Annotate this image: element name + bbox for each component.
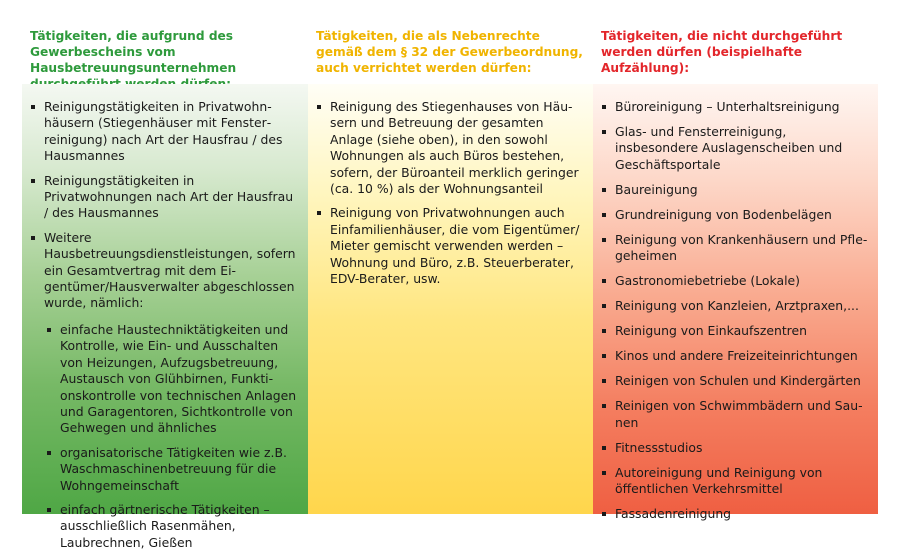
column-heading-ancillary: Tätigkeiten, die als Nebenrechte gemäß dem § 32 der Gewerbeordnung, auch verrichtet werden dürfen: — [308, 0, 593, 84]
ancillary-list — [314, 99, 583, 287]
list-item: Reinigung von Krankenhäusern und Pflegeheimen — [599, 232, 868, 265]
list-item — [28, 230, 298, 551]
column-heading-not-allowed: Tätigkeiten, die nicht durchgeführt werden dürfen (beispielhafte Aufzählung): — [593, 0, 878, 84]
list-item: Büroreinigung – Unterhaltsreinigung — [599, 99, 868, 115]
list-item: Baureinigung — [599, 182, 868, 198]
sub-list-item: einfach gärtnerische Tätigkeiten – ausschließlich Rasenmähen, Laubrechnen, Gießen — [44, 502, 298, 551]
column-body-allowed — [22, 84, 308, 550]
column-allowed — [22, 0, 308, 550]
list-item: Fassadenreinigung — [599, 506, 868, 522]
column-ancillary — [308, 0, 593, 514]
list-item: Reinigungstätigkeiten in Privatwohnhäusern (Stiegenhäuser mit Fensterreinigung) nach Art der Hausfrau / des Hausmannes — [28, 99, 298, 165]
list-item: Autoreinigung und Reinigung von öffentlichen Verkehrsmittel — [599, 465, 868, 498]
list-item: Kinos und andere Freizeiteinrichtungen — [599, 348, 868, 364]
list-item: Fitnessstudios — [599, 440, 868, 456]
column-body-not-allowed — [593, 84, 878, 522]
list-item: Reinigen von Schwimmbädern und Saunen — [599, 398, 868, 431]
allowed-list — [28, 99, 298, 551]
list-item-text: Weitere Hausbetreuungsdienstleistungen, sofern ein Gesamtvertrag mit dem Eigentümer/Hausverwalter abgeschlossen wurde, nämlich: — [44, 229, 296, 311]
list-item: Gastronomiebetriebe (Lokale) — [599, 273, 868, 289]
column-heading-allowed: Tätigkeiten, die aufgrund des Gewerbescheins vom Hausbetreuungsunternehmen — [22, 0, 308, 84]
list-item: Reinigung von Kanzleien, Arztpraxen,... — [599, 298, 868, 314]
list-item: Reinigen von Schulen und Kindergärten — [599, 373, 868, 389]
allowed-sublist — [44, 322, 298, 551]
list-item: Grundreinigung von Bodenbelägen — [599, 207, 868, 223]
column-not-allowed — [593, 0, 878, 522]
sub-list-item: einfache Haustechniktätigkeiten und Kontrolle, wie Ein- und Ausschalten von Heizungen, Aufzugsbetreuung, Austausch von Glühbirnen, Funktionskontrolle von technischen Anlagen und Garagentoren, Sichtkontrolle von Gehwegen und ähnliches — [44, 322, 298, 437]
list-item: Reinigung von Einkaufszentren — [599, 323, 868, 339]
column-body-ancillary — [308, 84, 593, 514]
list-item: Glas- und Fensterreinigung, insbesondere Auslagenscheiben und Geschäftsportale — [599, 124, 868, 173]
list-item: Reinigung von Privatwohnungen auch Einfamilienhäuser, die vom Eigentümer/ Mieter gemischt verwenden werden – Wohnung und Büro, z.B. Steuerberater, EDV-Berater, usw. — [314, 205, 583, 287]
not-allowed-list — [599, 99, 868, 522]
sub-list-item: organisatorische Tätigkeiten wie z.B. Waschmaschinenbetreuung für die Wohngemeinschaft — [44, 445, 298, 494]
list-item: Reinigungstätigkeiten in Privatwohnungen nach Art der Hausfrau / des Hausmannes — [28, 173, 298, 222]
list-item: Reinigung des Stiegenhauses von Häusern und Betreuung der gesamten Anlage (siehe oben), in den sowohl Wohnungen als auch Büros bestehen, sofern, der Büroanteil merklich geringer (ca. 10 %) als der Wohnungsanteil — [314, 99, 583, 197]
